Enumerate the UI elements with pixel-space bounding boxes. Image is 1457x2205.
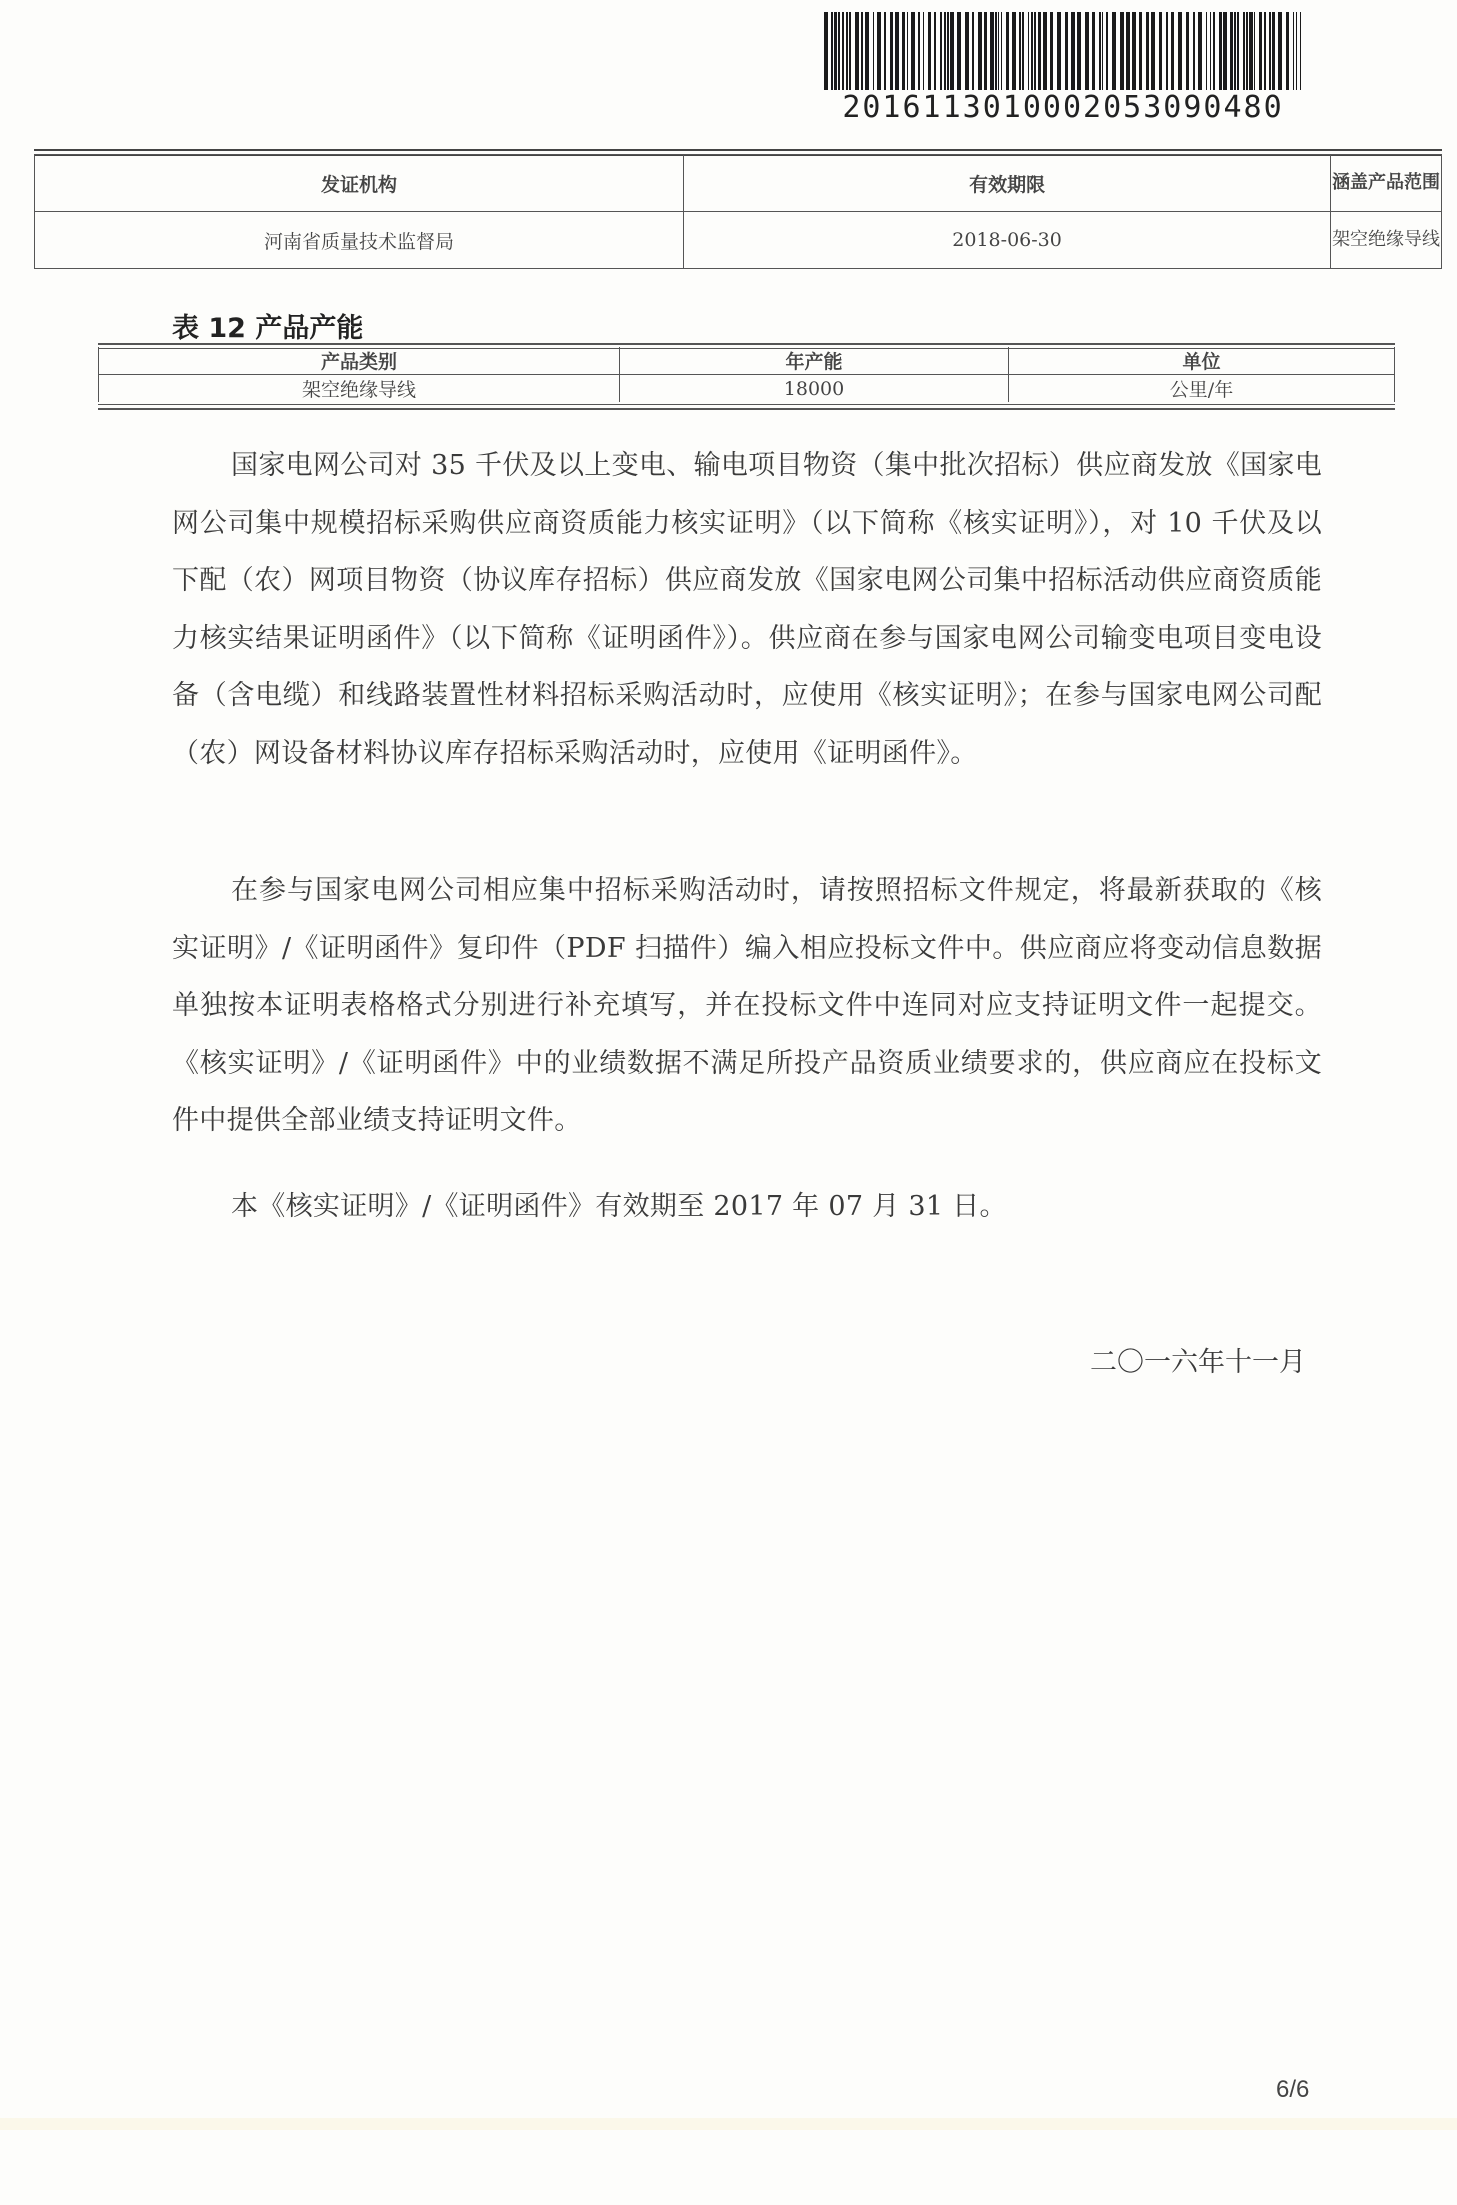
barcode-bar [842, 12, 844, 90]
page-number: 6/6 [1276, 2076, 1310, 2103]
header-unit: 单位 [1009, 347, 1395, 375]
barcode-bar [918, 12, 920, 90]
barcode-bar [1166, 12, 1168, 90]
barcode-bar [1278, 12, 1282, 90]
barcode-bar [972, 12, 974, 90]
barcode-bar [1102, 12, 1103, 90]
barcode-bar [1022, 12, 1024, 90]
barcode-bar [865, 12, 869, 90]
barcode-bar [947, 12, 949, 90]
cell-unit: 公里/年 [1009, 375, 1395, 403]
barcode-bar [1198, 12, 1202, 90]
barcode-bar [861, 12, 863, 90]
barcode-bar [1085, 12, 1089, 90]
barcode-bar [1254, 12, 1255, 90]
barcode-bar [1249, 12, 1253, 90]
table-header-row [99, 347, 1395, 375]
barcode-bar [1237, 12, 1239, 90]
barcode-bar [884, 12, 886, 90]
capacity-section-title: 表 12 产品产能 [172, 313, 364, 344]
barcode-bar [1006, 12, 1009, 90]
barcode-bar [978, 12, 982, 90]
barcode-bar [1077, 12, 1081, 90]
barcode-bar [1057, 12, 1061, 90]
barcode-bar [1126, 12, 1130, 90]
cell-validity: 2018-06-30 [684, 212, 1331, 269]
barcode-bar [1028, 12, 1029, 90]
barcode-bar [1099, 12, 1101, 90]
header-validity: 有效期限 [684, 155, 1331, 212]
barcode-bar [1178, 12, 1182, 90]
cell-product-scope: 架空绝缘导线 [1331, 212, 1442, 269]
barcode-bar [928, 12, 931, 90]
barcode-bar [846, 12, 848, 90]
barcode-bar [1293, 12, 1294, 90]
barcode-bar [834, 12, 837, 90]
barcode [818, 12, 1308, 125]
barcode-bar [1031, 12, 1033, 90]
barcode-bar [1019, 12, 1021, 90]
barcode-bar [831, 12, 833, 90]
barcode-bar [1219, 12, 1222, 90]
barcode-bar [1206, 12, 1207, 90]
header-product-scope: 涵盖产品范围 [1331, 155, 1442, 212]
barcode-bar [1300, 12, 1301, 90]
barcode-bar [1272, 12, 1275, 90]
barcode-bar [1223, 12, 1227, 90]
barcode-bar [957, 12, 961, 90]
barcode-bar [1132, 12, 1136, 90]
cell-product-category: 架空绝缘导线 [99, 375, 620, 403]
barcode-bar [965, 12, 969, 90]
barcode-bar [1264, 12, 1266, 90]
barcode-bar [849, 12, 851, 90]
barcode-bar [1213, 12, 1215, 90]
barcode-bar [1159, 12, 1162, 90]
header-product-category: 产品类别 [99, 347, 620, 375]
issue-date: 二〇一六年十一月 [1090, 1347, 1306, 1378]
barcode-bar [990, 12, 994, 90]
cell-issuer: 河南省质量技术监督局 [35, 212, 684, 269]
header-issuer: 发证机构 [35, 155, 684, 212]
barcode-bar [1092, 12, 1095, 90]
barcode-bar [838, 12, 840, 90]
barcode-bar [923, 12, 924, 90]
barcode-bar [1230, 12, 1233, 90]
barcode-bar [1012, 12, 1016, 90]
barcode-number: 2016113010002053090480 [842, 90, 1284, 125]
barcode-bar [934, 12, 936, 90]
barcode-bar [1269, 12, 1271, 90]
paragraph-validity: 本《核实证明》/《证明函件》有效期至 2017 年 07 月 31 日。 [231, 1191, 1007, 1222]
barcode-bar [1106, 12, 1108, 90]
barcode-bar [998, 12, 999, 90]
barcode-bar [944, 12, 946, 90]
barcode-bar [984, 12, 987, 90]
barcode-bar [911, 12, 915, 90]
cell-annual-capacity: 18000 [620, 375, 1009, 403]
paragraph-bidding-instructions: 在参与国家电网公司相应集中招标采购活动时，请按照招标文件规定，将最新获取的《核实证明》/《证明函件》复印件（PDF 扫描件）编入相应投标文件中。供应商应将变动信息数据单独按本证明表格格式分别进行补充填写，并在投标文件中连同对应支持证明文件一起提交。《核实证明》/《证明函件》中的业绩数据不满足所投产品资质业绩要求的，供应商应在投标文件中提供全部业绩支持证明文件。 [172, 875, 1322, 1136]
barcode-bar [824, 12, 828, 90]
barcode-bar [1120, 12, 1124, 90]
barcode-bar [1210, 12, 1211, 90]
barcode-bar [995, 12, 997, 90]
capacity-table [98, 347, 1395, 402]
table-row [35, 212, 1442, 269]
barcode-bar [1296, 12, 1297, 90]
barcode-bar [1050, 12, 1053, 90]
table-row [99, 375, 1395, 403]
barcode-bar [1234, 12, 1236, 90]
barcode-bar [1246, 12, 1248, 90]
barcode-bar [1186, 12, 1189, 90]
footer-band [0, 2118, 1457, 2130]
barcode-bar [1139, 12, 1142, 90]
table-header-row [35, 155, 1442, 212]
barcode-bar [1001, 12, 1002, 90]
barcode-bar [1243, 12, 1245, 90]
barcode-bar [1259, 12, 1262, 90]
barcode-bar [1038, 12, 1041, 90]
barcode-bar [855, 12, 859, 90]
barcode-bar [1151, 12, 1155, 90]
header-annual-capacity: 年产能 [620, 347, 1009, 375]
barcode-bar [877, 12, 881, 90]
barcode-bar [1034, 12, 1036, 90]
barcode-bar [907, 12, 908, 90]
barcode-bar [950, 12, 954, 90]
capacity-table-bottom-rule [98, 404, 1395, 410]
barcode-bar [902, 12, 905, 90]
barcode-bar [895, 12, 899, 90]
barcode-bar [1112, 12, 1116, 90]
barcode-bar [1193, 12, 1195, 90]
barcode-bar [940, 12, 942, 90]
barcode-bar [890, 12, 893, 90]
paragraph-certificate-types: 国家电网公司对 35 千伏及以上变电、输电项目物资（集中批次招标）供应商发放《国家电网公司集中规模招标采购供应商资质能力核实证明》（以下简称《核实证明》），对 10 千伏及以下配（农）网项目物资（协议库存招标）供应商发放《国家电网公司集中招标活动供应商资质能力核实结果证明函件》（以下简称《证明函件》）。供应商在参与国家电网公司输变电项目变电设备（含电缆）和线路装置性材料招标采购活动时，应使用《核实证明》；在参与国家电网公司配（农）网设备材料协议库存招标采购活动时，应使用《证明函件》。 [172, 450, 1322, 769]
barcode-bar [873, 12, 874, 90]
barcode-bar [1146, 12, 1149, 90]
barcode-bar [1171, 12, 1174, 90]
barcode-bar [1043, 12, 1047, 90]
barcode-bar [1286, 12, 1289, 90]
barcode-bar [1071, 12, 1075, 90]
barcode-bars [824, 12, 1306, 90]
barcode-bar [1065, 12, 1068, 90]
certificate-table [34, 154, 1442, 269]
